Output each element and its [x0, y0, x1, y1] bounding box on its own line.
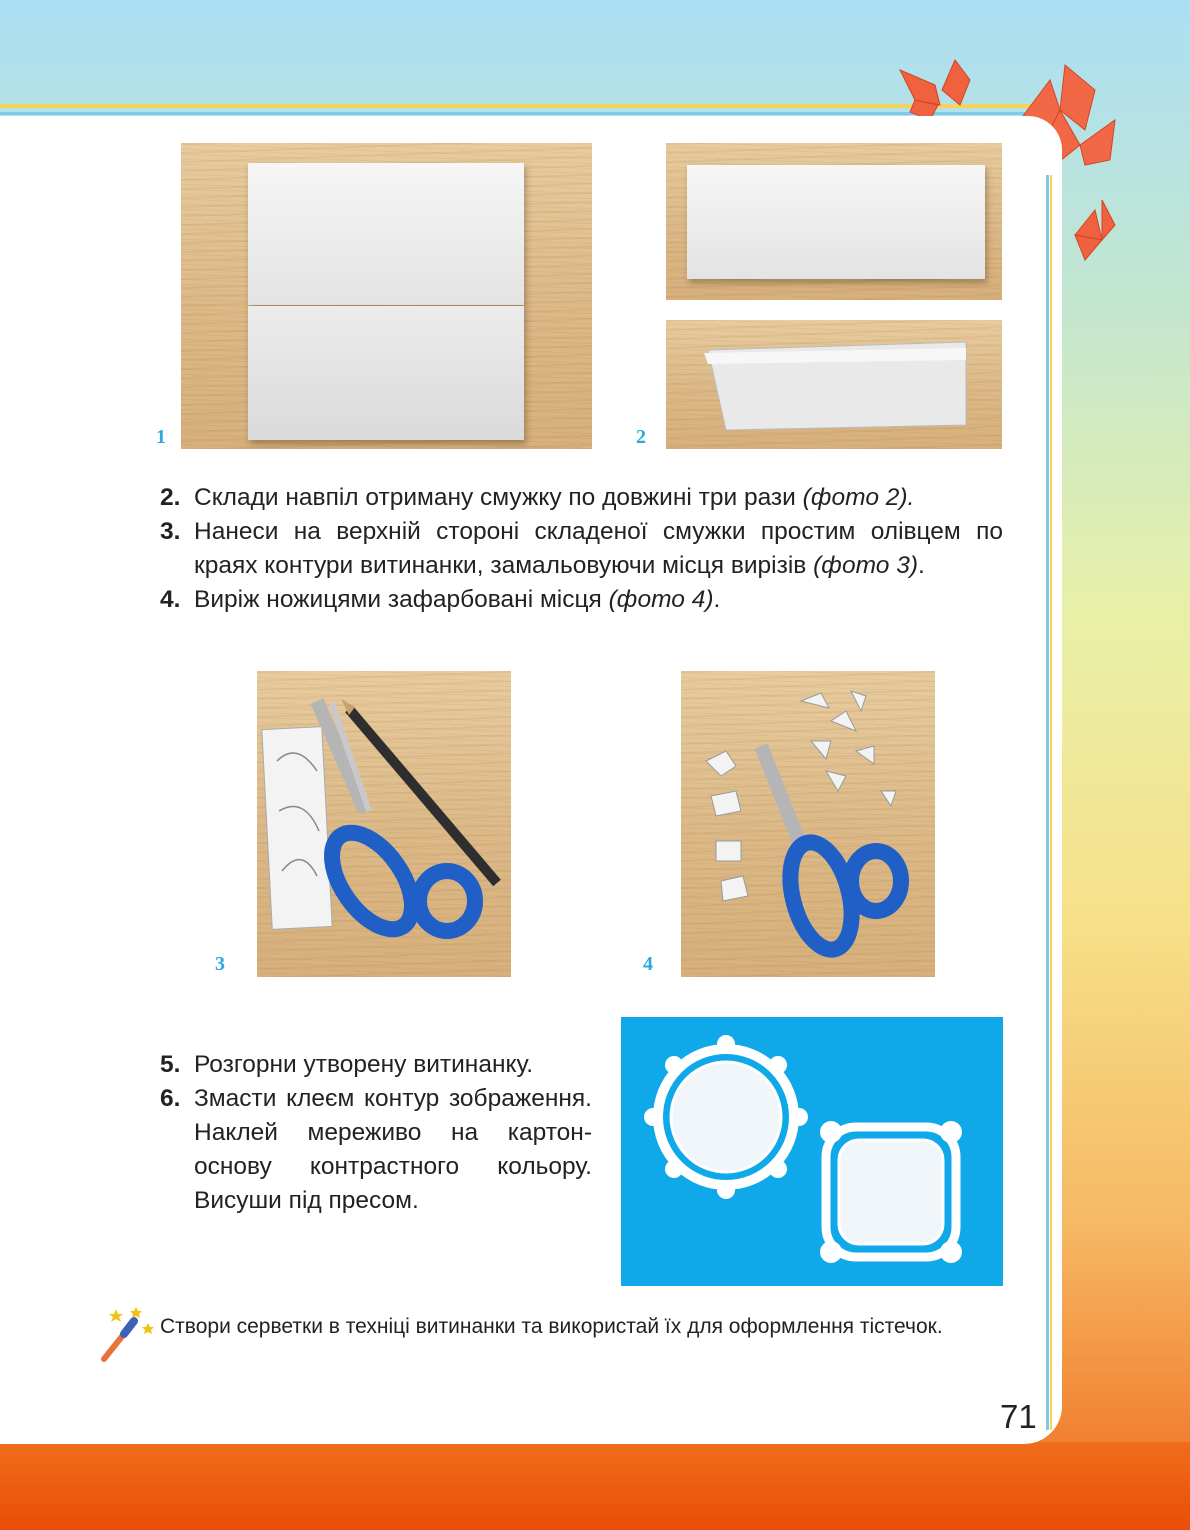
instruction-steps-bottom [160, 1048, 592, 1218]
step-number: 5. [160, 1051, 181, 1078]
photo-2-folded-strip [666, 320, 1002, 449]
figure-number-2: 2 [636, 426, 646, 448]
round-lace-napkin [644, 1035, 808, 1199]
magic-brush-icon [96, 1303, 158, 1365]
step-text: Нанеси на верхній стороні складеної смужки простим олівцем по краях контури витинанки, замальовуючи місця вирізів [194, 518, 1003, 579]
page-edge [1046, 175, 1052, 1430]
creative-task-text: Створи серветки в техніці витинанки та використай їх для оформлення тістечок. [160, 1315, 943, 1338]
step-6 [160, 1082, 592, 1218]
butterfly-icon [1075, 200, 1115, 260]
photo-lace-napkins [621, 1017, 1003, 1286]
step-number: 2. [160, 484, 181, 511]
figure-number-1: 1 [156, 426, 166, 448]
step-text: Змасти клеєм контур зображення. Наклей мереживо на картон-основу контрастного кольору. Висуши під пресом. [194, 1085, 592, 1214]
step-2 [160, 481, 1003, 515]
figure-number-3: 3 [215, 953, 225, 975]
photo-reference: (фото 4) [608, 586, 714, 613]
square-lace-napkin [820, 1121, 962, 1263]
step-number: 3. [160, 518, 181, 545]
figure-number-4: 4 [643, 953, 653, 975]
step-3 [160, 515, 1003, 583]
step-text-tail: . [713, 586, 721, 613]
step-text: Виріж ножицями зафарбовані місця [194, 586, 602, 613]
step-5 [160, 1048, 592, 1082]
instruction-steps-top [160, 481, 1003, 617]
butterfly-icon [900, 60, 970, 120]
photo-4-cut-strip [681, 671, 935, 977]
photo-reference: (фото 2). [802, 484, 915, 511]
step-number: 4. [160, 586, 181, 613]
step-4 [160, 583, 1003, 617]
page-number: 71 [1000, 1398, 1037, 1435]
photo-3-scissors-pencil [257, 671, 511, 977]
step-text: Склади навпіл отриману смужку по довжині три рази [194, 484, 796, 511]
photo-reference: (фото 3) [813, 552, 918, 579]
photo-1-folded-sheet [181, 143, 592, 449]
photo-2-strip [666, 143, 1002, 300]
step-number: 6. [160, 1085, 181, 1112]
step-text: Розгорни утворену витинанку. [194, 1051, 534, 1078]
bottom-band [0, 1442, 1190, 1530]
step-text-tail: . [918, 552, 925, 579]
